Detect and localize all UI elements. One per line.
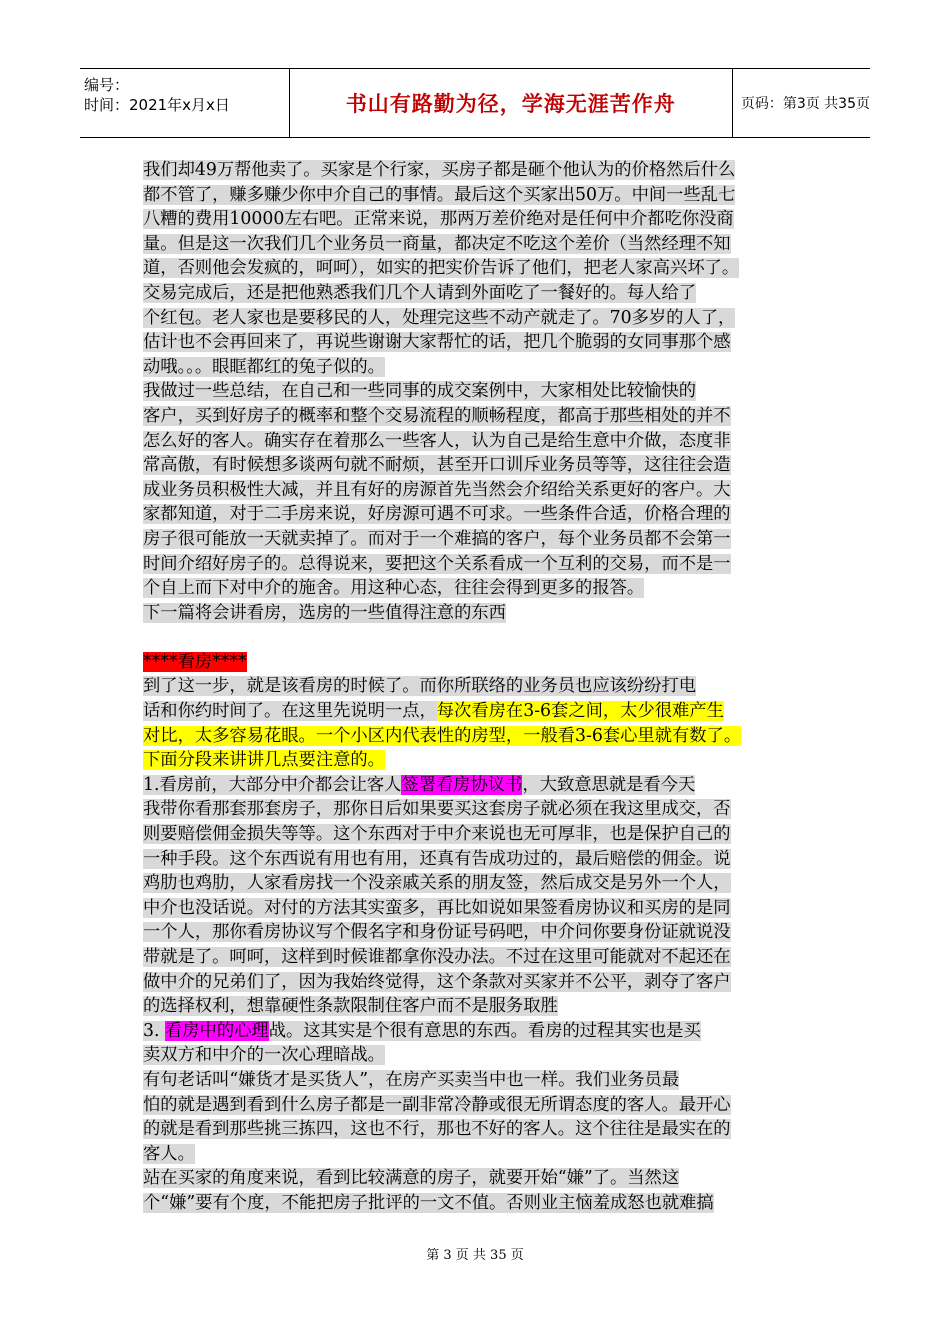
text-line — [143, 281, 809, 306]
text-segment: 个自上而下对中介的施舍。用这种心态，往往会得到更多的报答。 — [143, 578, 645, 599]
text-segment: 怎么好的客人。确实存在着那么一些客人，认为自己是给生意中介做，态度非 — [143, 430, 731, 451]
text-line — [143, 699, 809, 724]
text-segment: 客户，买到好房子的概率和整个交易流程的顺畅程度，都高于那些相处的并不 — [143, 405, 731, 426]
page-footer: 第 3 页 共 35 页 — [426, 1248, 524, 1263]
text-segment: 个红包。老人家也是要移民的人，处理完这些不动产就走了。70多岁的人了， — [143, 307, 736, 328]
text-segment: 则要赔偿佣金损失等等。这个东西对于中介来说也无可厚非，也是保护自己的 — [143, 824, 731, 845]
text-line — [143, 822, 809, 847]
text-line — [143, 1093, 809, 1118]
text-line — [143, 1068, 809, 1093]
text-segment: 交易完成后，还是把他熟悉我们几个人请到外面吃了一餐好的。每人给了 — [143, 282, 697, 303]
text-segment: 下面分段来讲讲几点要注意的。 — [143, 750, 385, 771]
text-line — [143, 527, 809, 552]
text-line — [143, 847, 809, 872]
text-segment: 到了这一步，就是该看房的时候了。而你所联络的业务员也应该纷纷打电 — [143, 676, 697, 697]
doc-number-label: 编号： — [84, 76, 130, 94]
text-segment: 站在买家的角度来说，看到比较满意的房子，就要开始“嫌”了。当然这 — [143, 1168, 680, 1189]
text-segment: 带就是了。呵呵，这样到时候谁都拿你没办法。不过在这里可能就对不起还在 — [143, 947, 731, 967]
text-segment: 一个人，那你看房协议写个假名字和身份证号码吧，中介问你要身份证就说没 — [143, 922, 731, 943]
text-segment: 做中介的兄弟们了，因为我始终觉得，这个条款对买家并不公平，剥夺了客户 — [143, 971, 731, 992]
text-line — [143, 994, 809, 1019]
text-line — [143, 429, 809, 454]
text-segment: 看房中的心理 — [164, 1020, 269, 1041]
text-segment: 都不管了，赚多赚少你中介自己的事情。最后这个买家出50万。中间一些乱七 — [143, 184, 736, 205]
text-line — [143, 183, 809, 208]
text-segment: ****看房**** — [143, 651, 247, 672]
text-line — [143, 748, 809, 773]
text-line — [143, 945, 809, 970]
text-segment: 怕的就是遇到看到什么房子都是一副非常冷静或很无所谓态度的客人。最开心 — [143, 1094, 731, 1115]
text-segment: 中介也没话说。对付的方法其实蛮多，再比如说如果签看房协议和买房的是同 — [143, 897, 731, 918]
text-line — [143, 1043, 809, 1068]
text-segment: 1.看房前，大部分中介都会让客人 — [143, 774, 402, 795]
text-segment: 个“嫌”要有个度，不能把房子批评的一文不值。否则业主恼羞成怒也就难搞 — [143, 1192, 714, 1213]
text-segment: 有句老话叫“嫌货才是买货人”，在房产买卖当中也一样。我们业务员最 — [143, 1069, 680, 1090]
text-segment: 家都知道，对于二手房来说，好房源可遇不可求。一些条件合适，价格合理的 — [143, 504, 731, 525]
text-line — [143, 970, 809, 995]
text-line — [143, 674, 809, 699]
text-segment: 下一篇将会讲看房，选房的一些值得注意的东西 — [143, 602, 506, 623]
page-header — [80, 68, 870, 138]
text-line — [143, 797, 809, 822]
text-line — [143, 478, 809, 503]
header-motto: 书山有路勤为径，学海无涯苦作舟 — [290, 69, 733, 137]
text-line — [143, 601, 809, 626]
text-line — [143, 207, 809, 232]
text-segment: 签署看房协议书 — [401, 774, 523, 795]
text-segment: 房子很可能放一天就卖掉了。而对于一个难搞的客户，每个业务员都不会第一 — [143, 528, 731, 549]
document-body — [143, 158, 809, 1216]
text-line — [143, 1191, 809, 1216]
text-segment: 常高傲，有时候想多谈两句就不耐烦，甚至开口训斥业务员等等，这往往会造 — [143, 455, 731, 476]
header-page-info: 页码：第3页 共35页 — [740, 96, 870, 112]
text-line — [143, 379, 809, 404]
text-segment: 我带你看那套那套房子，那你日后如果要买这套房子就必须在我这里成交，否 — [143, 799, 731, 820]
text-line — [143, 330, 809, 355]
text-segment: 成业务员积极性大减，并且有好的房源首先当然会介绍给关系更好的客户。大 — [143, 479, 731, 500]
text-segment: 动哦。。。眼眶都红的兔子似的。 — [143, 356, 385, 377]
text-segment: 鸡肋也鸡肋，人家看房找一个没亲戚关系的朋友签，然后成交是另外一个人， — [143, 873, 731, 894]
text-segment: 对比，太多容易花眼。一个小区内代表性的房型，一般看3-6套心里就有数了。 — [143, 725, 742, 746]
text-line — [143, 576, 809, 601]
text-line — [143, 625, 809, 650]
text-segment: 一种手段。这个东西说有用也有用，还真有告成功过的，最后赔偿的佣金。说 — [143, 848, 731, 869]
text-segment: 卖双方和中介的一次心理暗战。 — [143, 1045, 385, 1066]
text-segment: 的就是看到那些挑三拣四，这也不行，那也不好的客人。这个往往是最实在的 — [143, 1119, 731, 1140]
text-line — [143, 650, 809, 675]
text-line — [143, 232, 809, 257]
text-line — [143, 256, 809, 281]
text-line — [143, 1166, 809, 1191]
text-line — [143, 871, 809, 896]
text-line — [143, 355, 809, 380]
text-line — [143, 158, 809, 183]
header-meta — [80, 69, 290, 137]
text-segment: 我做过一些总结，在自己和一些同事的成交案例中，大家相处比较愉快的 — [143, 381, 697, 402]
text-line — [143, 896, 809, 921]
text-segment: 话和你约时间了。在这里先说明一点， — [143, 701, 437, 722]
text-segment: 我们却49万帮他卖了。买家是个行家，买房子都是砸个他认为的价格然后什么 — [143, 160, 736, 180]
text-segment: 3. — [143, 1020, 165, 1041]
text-line — [143, 1117, 809, 1142]
text-line — [143, 724, 809, 749]
text-line — [143, 920, 809, 945]
text-line — [143, 502, 809, 527]
doc-time-label: 时间：2021年x月x日 — [84, 96, 230, 114]
text-line — [143, 773, 809, 798]
text-segment: 客人。 — [143, 1143, 195, 1164]
text-segment: 道，否则他会发疯的，呵呵），如实的把实价告诉了他们，把老人家高兴坏了。 — [143, 258, 740, 279]
text-line — [143, 404, 809, 429]
text-segment: ，大致意思就是看今天 — [522, 774, 696, 795]
text-line — [143, 306, 809, 331]
text-line — [143, 1019, 809, 1044]
text-segment: 每次看房在3-6套之间，太少很难产生 — [436, 701, 724, 722]
text-line — [143, 552, 809, 577]
text-line — [143, 453, 809, 478]
text-segment: 估计也不会再回来了，再说些谢谢大家帮忙的话，把几个脆弱的女同事那个感 — [143, 332, 731, 353]
text-segment: 量。但是这一次我们几个业务员一商量，都决定不吃这个差价（当然经理不知 — [143, 233, 731, 254]
text-segment: 战。这其实是个很有意思的东西。看房的过程其实也是买 — [268, 1020, 701, 1041]
text-segment: 的选择权利，想靠硬性条款限制住客户而不是服务取胜 — [143, 996, 558, 1017]
text-segment: 八糟的费用10000左右吧。正常来说，那两万差价绝对是任何中介都吃你没商 — [143, 209, 734, 230]
text-segment: 时间介绍好房子的。总得说来，要把这个关系看成一个互利的交易，而不是一 — [143, 553, 731, 574]
text-line — [143, 1142, 809, 1167]
